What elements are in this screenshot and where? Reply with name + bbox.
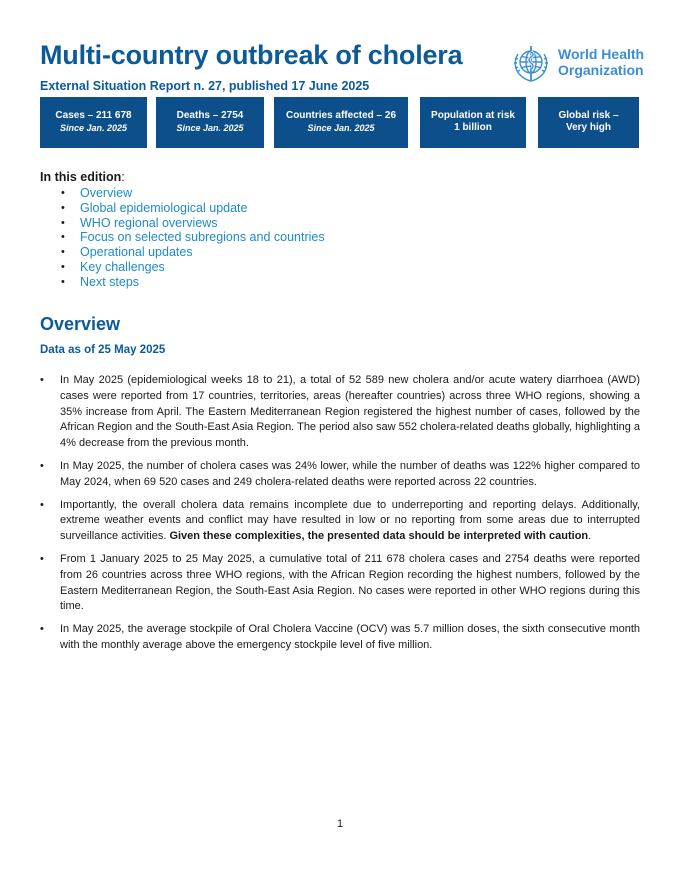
bullet-dot: • <box>61 246 65 259</box>
toc-link-text: Overview <box>80 186 133 200</box>
who-logo <box>509 42 680 86</box>
toc-link-text: Global epidemiological update <box>80 200 248 215</box>
bullet-text: In May 2025 (epidemiological weeks 18 to 21), a total of 52 589 new cholera and/or acute watery diarrhoea (AWD) cases were reported from 17 countries, territories, areas (hereafter countries) across three WHO regions, showing a 35% increase from April. The Eastern Mediterranean Region registered the highest number of cases, followed by the African Region and the South-East Asia Region. The period also saw 552 cholera-related deaths globally, highlighting a 4% decrease from the previous month. <box>60 374 640 450</box>
toc-item-global-update[interactable] <box>60 201 325 216</box>
risk-sub: Very high <box>565 122 611 133</box>
bullet-dot: • <box>61 275 65 288</box>
toc-link-text: Next steps <box>80 274 140 289</box>
data-as-of: Data as of 25 May 2025 <box>40 344 166 356</box>
overview-bullet <box>40 498 640 545</box>
cases-sub: Since Jan. 2025 <box>59 123 128 133</box>
bullet-text: From 1 January 2025 to 25 May 2025, a cumulative total of 211 678 cholera cases and 2754 deaths were reported from 26 countries across three WHO regions, with the African Region recording the highest numbers, followed by the Eastern Mediterranean Region, the South-East Asia Region. No cases were reported in other WHO regions during this time. <box>60 552 640 613</box>
risk-box <box>538 97 639 148</box>
cases-label: Cases – 211 678 <box>55 110 132 121</box>
toc-link-text: Key challenges <box>80 259 165 274</box>
overview-bullet <box>40 459 640 491</box>
countries-sub: Since Jan. 2025 <box>307 123 375 133</box>
bullet-dot: • <box>40 374 44 386</box>
bullet-dot: • <box>40 552 44 565</box>
caution-text: Given these complexities, the presented data should be interpreted with caution <box>169 530 589 543</box>
population-sub: 1 billion <box>454 122 492 133</box>
overview-bullet <box>40 552 640 615</box>
bullet-text: Importantly, the overall cholera data remains incomplete due to underreporting and reporting delays. Additionally, extreme weather events and conflict may have resulted in low or no reporting from some areas due to interrupted surveillance activities. <box>60 498 640 543</box>
risk-label: Global risk – <box>558 110 619 121</box>
toc-item-regional-overviews[interactable] <box>60 216 325 231</box>
who-logo-text <box>558 46 644 78</box>
countries-box <box>274 97 408 148</box>
cases-box <box>40 97 147 148</box>
bullet-dot: • <box>61 187 65 199</box>
bullet-dot: • <box>61 260 65 273</box>
logo-line-1: World Health <box>558 46 645 62</box>
bullet-dot: • <box>61 231 65 244</box>
overview-bullet <box>40 373 640 452</box>
edition-heading <box>40 170 125 184</box>
who-emblem-icon <box>509 42 553 86</box>
bullet-dot: • <box>40 498 44 511</box>
table-of-contents <box>60 186 325 290</box>
logo-line-2: Organization <box>558 62 644 78</box>
toc-link-text: Operational updates <box>80 245 193 260</box>
population-box <box>420 97 526 148</box>
toc-item-key-challenges[interactable] <box>60 260 325 275</box>
bullet-dot: • <box>61 201 65 214</box>
deaths-label: Deaths – 2754 <box>176 110 244 121</box>
deaths-box <box>156 97 264 148</box>
toc-item-overview[interactable] <box>60 186 325 201</box>
edition-label: In this edition <box>40 170 122 184</box>
page-number: 1 <box>336 818 344 830</box>
bullet-dot: • <box>61 216 65 229</box>
key-figures <box>40 97 640 148</box>
bullet-text: In May 2025, the number of cholera cases was 24% lower, while the number of deaths was 122% higher compared to May 2024, when 69 520 cases and 249 cholera-related deaths were reported across 22 countries. <box>60 459 640 488</box>
report-title: Multi-country outbreak of cholera <box>40 40 463 70</box>
bullet-dot: • <box>40 623 44 636</box>
population-label: Population at risk <box>431 110 515 121</box>
overview-heading: Overview <box>40 314 121 334</box>
countries-label: Countries affected – 26 <box>285 110 397 121</box>
toc-item-subregions[interactable] <box>60 230 325 245</box>
overview-bullets <box>40 373 640 661</box>
toc-item-operational-updates[interactable] <box>60 245 325 260</box>
report-subtitle: External Situation Report n. 27, published 17 June 2025 <box>40 79 370 93</box>
bullet-text: In May 2025, the average stockpile of Oral Cholera Vaccine (OCV) was 5.7 million doses, the sixth consecutive month with the monthly average above the emergency stockpile level of five million. <box>60 623 640 651</box>
bullet-end: . <box>588 530 592 543</box>
overview-bullet <box>40 622 640 654</box>
bullet-dot: • <box>40 459 44 472</box>
toc-link-text: Focus on selected subregions and countries <box>80 230 325 245</box>
toc-link-text: WHO regional overviews <box>80 215 218 230</box>
edition-colon: : <box>121 170 125 184</box>
toc-item-next-steps[interactable] <box>60 275 325 290</box>
deaths-sub: Since Jan. 2025 <box>176 123 244 133</box>
